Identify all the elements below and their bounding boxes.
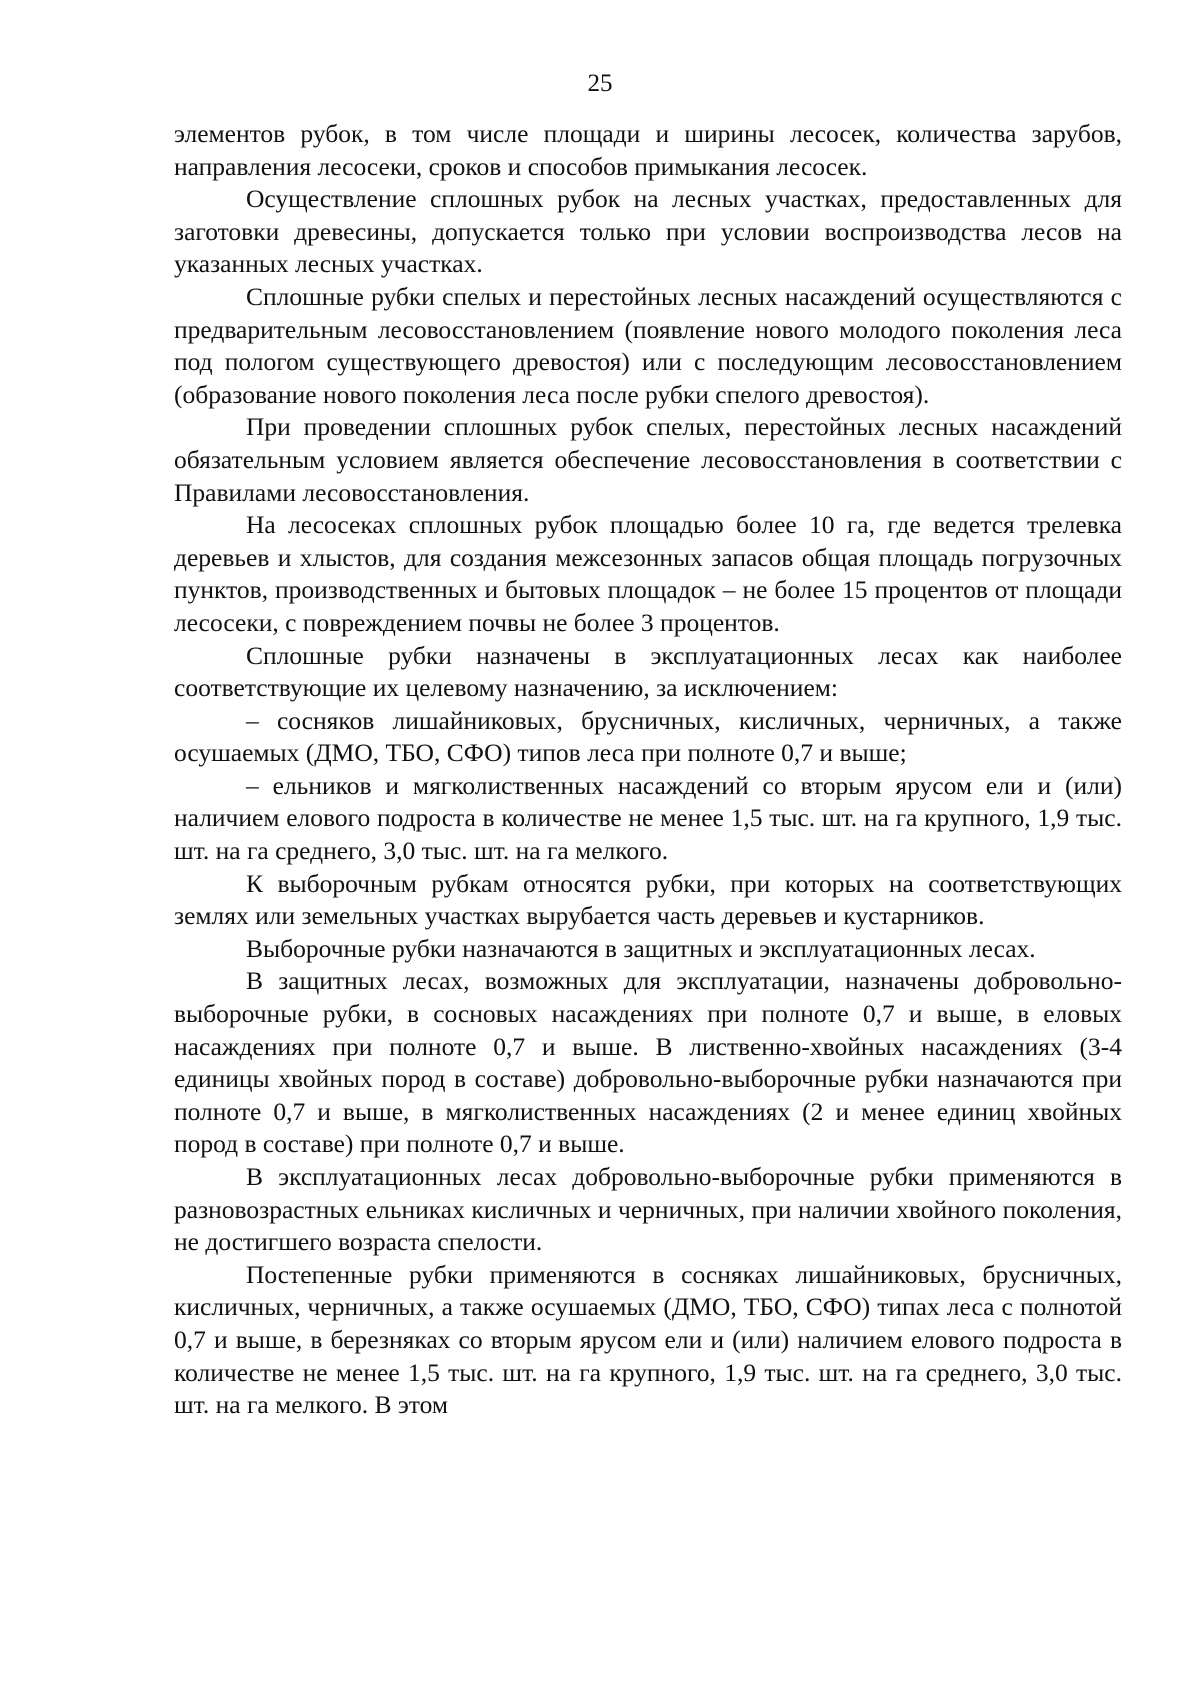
page-number: 25 (587, 70, 613, 97)
paragraph: Сплошные рубки назначены в эксплуатационных лесах как наиболее соответствующие их целевому назначению, за исключением: (174, 640, 1122, 703)
paragraph: На лесосеках сплошных рубок площадью более 10 га, где ведется трелевка деревьев и хлыстов, для создания межсезонных запасов общая площадь погрузочных пунктов, производственных и бытовых площадок – не более 15 процентов от площади лесосеки, с повреждением почвы не более 3 процентов. (174, 510, 1122, 637)
body-text (174, 118, 1122, 1422)
paragraph: В защитных лесах, возможных для эксплуатации, назначены добровольно-выборочные рубки, в сосновых насаждениях при полноте 0,7 и выше, в еловых насаждениях при полноте 0,7 и выше. В лиственно-хвойных насаждениях (3-4 единицы хвойных пород в составе) добровольно-выборочные рубки назначаются при полноте 0,7 и выше, в мягколиственных насаждениях (2 и менее единиц хвойных пород в составе) при полноте 0,7 и выше. (174, 966, 1122, 1159)
paragraph: В эксплуатационных лесах добровольно-выборочные рубки применяются в разновозрастных ельниках кисличных и черничных, при наличии хвойного поколения, не достигшего возраста спелости. (174, 1162, 1122, 1257)
paragraph: Осуществление сплошных рубок на лесных участках, предоставленных для заготовки древесины, допускается только при условии воспроизводства лесов на указанных лесных участках. (174, 184, 1122, 279)
paragraph-continuation: элементов рубок, в том числе площади и ширины лесосек, количества зарубов, направления лесосеки, сроков и способов примыкания лесосек. (174, 119, 1122, 181)
list-item: – ельников и мягколиственных насаждений со вторым ярусом ели и (или) наличием елового подроста в количестве не менее 1,5 тыс. шт. на га крупного, 1,9 тыс. шт. на га среднего, 3,0 тыс. шт. на га мелкого. (174, 770, 1122, 866)
paragraph: Постепенные рубки применяются в сосняках лишайниковых, брусничных, кисличных, черничных, а также осушаемых (ДМО, ТБО, СФО) типах леса с полнотой 0,7 и выше, в березняках со вторым ярусом ели и (или) наличием елового подроста в количестве не менее 1,5 тыс. шт. на га крупного, 1,9 тыс. шт. на га среднего, 3,0 тыс. шт. на га мелкого. В этом (174, 1259, 1122, 1420)
list-item: – сосняков лишайниковых, брусничных, кисличных, черничных, а также осушаемых (ДМО, ТБО, СФО) типов леса при полноте 0,7 и выше; (174, 705, 1122, 768)
paragraph: К выборочным рубкам относятся рубки, при которых на соответствующих землях или земельных участках вырубается часть деревьев и кустарников. (174, 868, 1122, 931)
paragraph: Выборочные рубки назначаются в защитных и эксплуатационных лесах. (246, 933, 1036, 963)
paragraph: При проведении сплошных рубок спелых, перестойных лесных насаждений обязательным условием является обеспечение лесовосстановления в соответствии с Правилами лесовосстановления. (174, 412, 1122, 507)
paragraph: Сплошные рубки спелых и перестойных лесных насаждений осуществляются с предварительным лесовосстановлением (появление нового молодого поколения леса под пологом существующего древостоя) или с последующим лесовосстановлением (образование нового поколения леса после рубки спелого древостоя). (174, 281, 1122, 409)
